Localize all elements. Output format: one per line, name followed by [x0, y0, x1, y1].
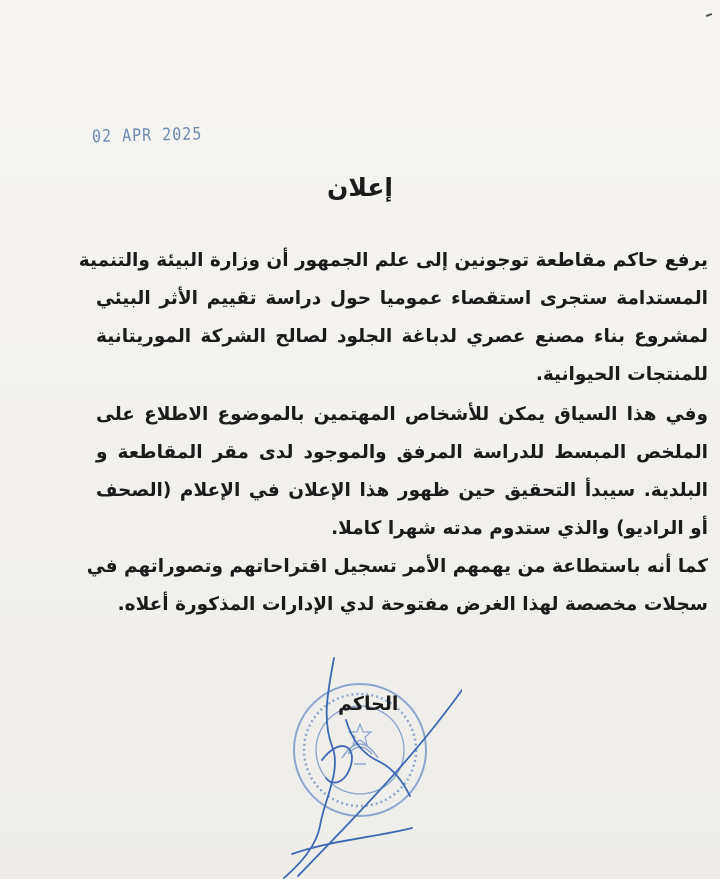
paragraph-line: وفي هذا السياق يمكن للأشخاص المهتمين بالموضوع الاطلاع على [96, 404, 708, 425]
notice-title: إعلان [327, 173, 393, 202]
official-seal-and-signature [262, 650, 462, 879]
paragraph-line: سجلات مخصصة لهذا الغرض مفتوحة لدي الإدارات المذكورة أعلاه. [117, 594, 708, 615]
paragraph-line: لمشروع بناء مصنع عصري لدباغة الجلود لصالح الشركة الموريتانية [96, 326, 708, 347]
paragraph-line: يرفع حاكم مقاطعة توجونين إلى علم الجمهور أن وزارة البيئة والتنمية [78, 250, 708, 271]
handwritten-signature [284, 658, 462, 878]
paragraph-line: أو الراديو) والذي ستدوم مدته شهرا كاملا. [331, 518, 708, 539]
paragraph-line: المستدامة ستجرى استقصاء عموميا حول دراسة تقييم الأثر البيئي [96, 288, 708, 309]
paragraph-registers [86, 548, 708, 624]
corner-scan-mark [706, 13, 712, 17]
date-stamp: 02 APR 2025 [91, 123, 203, 147]
paragraph-announcement [78, 242, 708, 394]
paragraph-consultation [96, 396, 708, 548]
paragraph-line: للمنتجات الحيوانية. [535, 364, 708, 385]
signature-long-diagonal [298, 690, 462, 876]
paragraph-line: الملخص المبسط للدراسة المرفق والموجود لدى مقر المقاطعة و [96, 442, 708, 463]
signature-label: الحاكم [338, 693, 399, 715]
paragraph-line: كما أنه باستطاعة من يهمهم الأمر تسجيل اقتراحاتهم وتصوراتهم في [86, 556, 708, 577]
paragraph-line: البلدية. سيبدأ التحقيق حين ظهور هذا الإعلان في الإعلام (الصحف [96, 480, 708, 501]
